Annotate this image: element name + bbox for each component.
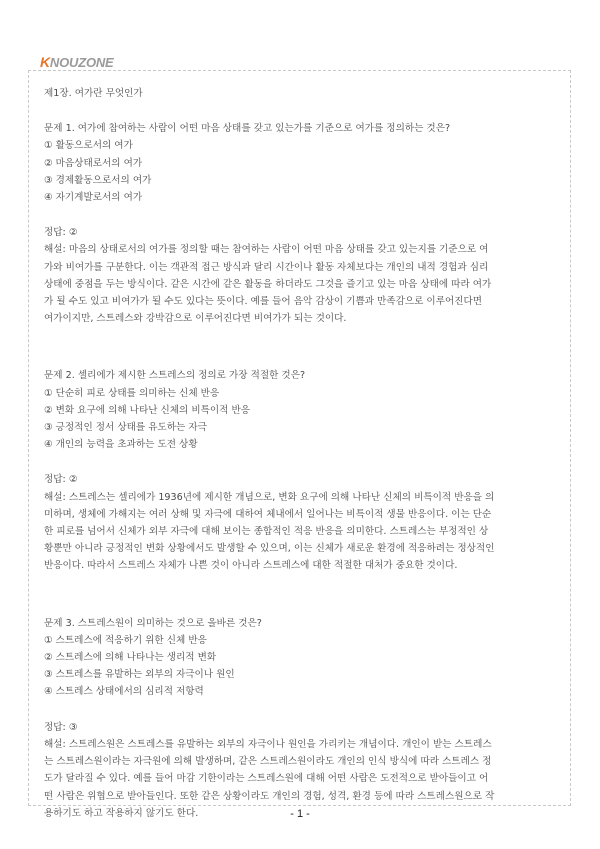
option-4: ④ 개인의 능력을 초과하는 도전 상황: [44, 439, 198, 451]
question-block-2: [44, 367, 564, 574]
option-1: ① 활동으로서의 여가: [44, 140, 133, 152]
explanation-line: 용하기도 하고 작용하지 않기도 한다.: [44, 807, 199, 819]
explanation-line: 반응이다. 따라서 스트레스 자체가 나쁜 것이 아니라 스트레스에 대한 적절한 대처가 중요한 것이다.: [44, 560, 458, 572]
question-text: 문제 3. 스트레스원이 의미하는 것으로 올바른 것은?: [44, 617, 262, 629]
option-1: ① 단순히 피로 상태를 의미하는 신체 반응: [44, 387, 220, 399]
logo-text: NOUZONE: [49, 55, 114, 70]
explanation-line: 한 피로를 넘어서 신체가 외부 자극에 대해 보이는 종합적인 적응 반응을 의미한다. 스트레스는 부정적인 상: [44, 526, 489, 538]
explanation-line: 가와 비여가를 구분한다. 이는 객관적 접근 방식과 달리 시간이나 활동 자체보다는 개인의 내적 경험과 심리: [44, 261, 489, 273]
explanation-line: 는 스트레스원이라는 자극원에 의해 발생하며, 같은 스트레스원이라도 개인의 인식 방식에 따라 스트레스 정: [44, 756, 492, 768]
question-text: 문제 1. 여가에 참여하는 사람이 어떤 마음 상태를 갖고 있는가를 기준으로 여가를 정의하는 것은?: [44, 123, 451, 135]
explanation-line: 떤 사람은 위협으로 받아들인다. 또한 같은 상황이라도 개인의 경험, 성격, 환경 등에 따라 스트레스원으로 작: [44, 790, 495, 802]
question-block-1: [44, 120, 564, 327]
explanation-line: 황뿐만 아니라 긍정적인 변화 상황에서도 발생할 수 있으며, 이는 신체가 새로운 환경에 적응하려는 정상적인: [44, 543, 495, 555]
option-2: ② 변화 요구에 의해 나타난 신체의 비특이적 반응: [44, 404, 251, 416]
chapter-title: 제1장. 여가란 무엇인가: [44, 88, 143, 99]
explanation-line: 해설: 스트레스원은 스트레스를 유발하는 외부의 자극이나 원인을 가리키는 개념이다. 개인이 받는 스트레스: [44, 738, 492, 750]
answer: 정답: ②: [44, 474, 78, 486]
explanation-line: 도가 달라질 수 있다. 예를 들어 마감 기한이라는 스트레스원에 대해 어떤 사람은 도전적으로 받아들이고 어: [44, 773, 489, 785]
page-number: - 1 -: [290, 808, 310, 820]
explanation-line: 상태에 중점을 두는 방식이다. 같은 시간에 같은 활동을 하더라도 그것을 즐기고 있는 마음 상태에 따라 여가: [44, 278, 492, 290]
explanation-line: 여가이지만, 스트레스와 강박감으로 이루어진다면 비여가가 되는 것이다.: [44, 313, 347, 325]
option-1: ① 스트레스에 적응하기 위한 신체 반응: [44, 634, 207, 646]
question-text: 문제 2. 셀리에가 제시한 스트레스의 정의로 가장 적절한 것은?: [44, 370, 306, 382]
option-2: ② 마음상태로서의 여가: [44, 157, 143, 169]
explanation-line: 가 될 수도 있고 비여가가 될 수도 있다는 뜻이다. 예를 들어 음악 감상이 기쁨과 만족감으로 이루어진다면: [44, 296, 483, 308]
knouzone-logo: [40, 55, 114, 69]
option-3: ③ 경제활동으로서의 여가: [44, 174, 152, 186]
option-4: ④ 스트레스 상태에서의 심리적 저항력: [44, 686, 204, 698]
option-3: ③ 긍정적인 정서 상태를 유도하는 자극: [44, 422, 207, 434]
explanation-line: 해설: 스트레스는 셀리에가 1936년에 제시한 개념으로, 변화 요구에 의해 나타난 신체의 비특이적 반응을 의: [44, 491, 495, 503]
answer: 정답: ③: [44, 721, 78, 733]
logo-k: K: [40, 54, 50, 70]
option-3: ③ 스트레스를 유발하는 외부의 자극이나 원인: [44, 669, 235, 681]
option-2: ② 스트레스에 의해 나타나는 생리적 변화: [44, 652, 217, 664]
option-4: ④ 자기계발로서의 여가: [44, 192, 143, 204]
document-body: [44, 85, 564, 822]
question-block-3: [44, 615, 564, 822]
explanation-line: 미하며, 생체에 가해지는 여러 상해 및 자극에 대하여 체내에서 일어나는 비특이적 생물 반응이다. 이는 단순: [44, 508, 492, 520]
explanation-line: 해설: 마음의 상태로서의 여가를 정의할 때는 참여하는 사람이 어떤 마음 상태를 갖고 있는지를 기준으로 여: [44, 244, 489, 256]
answer: 정답: ②: [44, 227, 78, 239]
